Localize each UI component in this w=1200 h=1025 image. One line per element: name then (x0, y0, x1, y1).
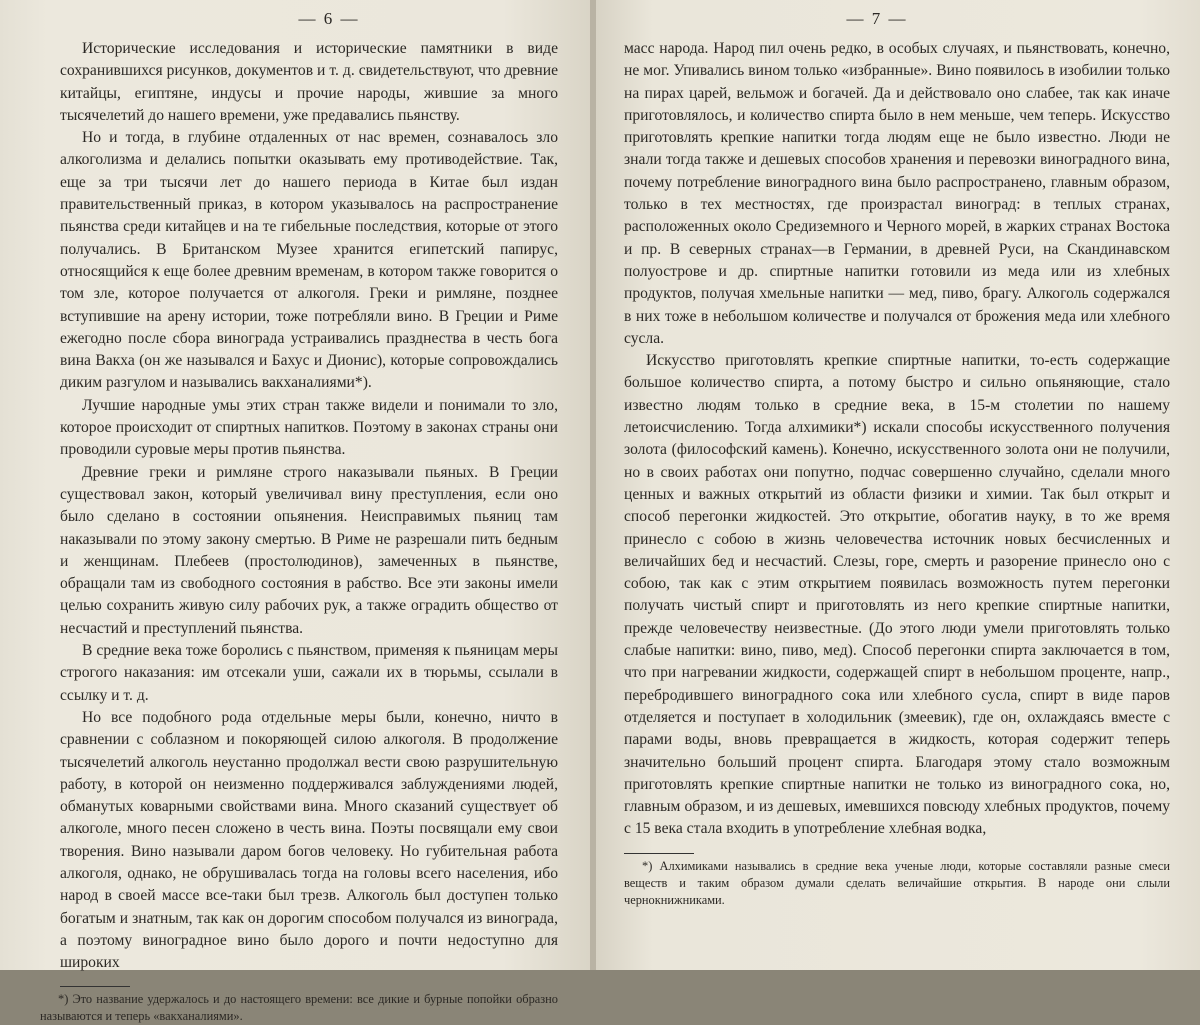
page-number: — 7 — (846, 9, 908, 28)
paragraph: Лучшие народные умы этих стран также видели и понимали то зло, которое происходит от спиртных напитков. Поэтому в законах страны они проводили суровые меры против пьянства. (60, 396, 558, 459)
footnote: *) Алхимиками назывались в средние века ученые люди, которые составляли разные смеси веществ и таким образом думали сделать величайшие открытия. В народе они слыли чернокнижниками. (624, 858, 1170, 907)
right-page (592, 0, 1200, 970)
footnote: *) Это название удержалось и до настоящего времени: все дикие и бурные попойки образно называются и теперь «вакханалиями». (40, 992, 558, 1024)
paragraph: Но все подобного рода отдельные меры были, конечно, ничто в сравнении с соблазном и покоряющей силою алкоголя. В продолжение тысячелетий алкоголь неустанно продолжал вести свою разрушительную работу, в которой он неизменно поддерживался заблуждениями людей, обманутых коварными свойствами вина. Много сказаний существует об алкоголе, много песен сложено в честь вина. Поэты посвящали ему свои творения. Вино называли даром богов человеку. Но губительная работа алкоголя, однако, не обрушивалась тогда на головы всего населения, ибо народ в своей массе все-таки был трезв. Алкоголь был доступен только богатым и знатным, так как он дорогим способом получался из винограда, а поэтому виноградное вино было дорого и почти недоступно для широких (60, 708, 558, 972)
paragraph: В средние века тоже боролись с пьянством, применяя к пьяницам меры строгого наказания: им отсекали уши, сажали их в тюрьмы, ссылали в ссылку и т. д. (60, 642, 558, 704)
right-page-text (624, 38, 1170, 841)
paragraph: Исторические исследования и исторические памятники в виде сохранившихся рисунков, документов и т. д. свидетельствуют, что древние китайцы, египтяне, индусы и прочие народы, жившие за много тысячелетий до нашего времени, уже предавались пьянству. (60, 40, 558, 124)
paragraph: Древние греки и римляне строго наказывали пьяных. В Греции существовал закон, который увеличивал вину преступления, если оно было сделано в состоянии опьянения. Неисправимых пьяниц там наказывали по этому закону смертью. В Риме не разрешали пить бедным и женщинам. Плебеев (простолюдинов), замеченных в пьянстве, обращали там из свободного состояния в рабство. Все эти законы имели целью сохранить живую силу рабочих рук, а также оградить общество от несчастий и преступлений пьянства. (60, 463, 558, 637)
footnote-divider (624, 853, 694, 854)
paragraph: масс народа. Народ пил очень редко, в особых случаях, и пьянствовать, конечно, не мог. Упивались вином только «избранные». Вино появилось в изобилии только на пирах царей, вельмож и богачей. Да и действовало оно слабее, так как иначе приготовлялось, и количество спирта было в нем меньше, чем теперь. Искусство приготовлять крепкие напитки тогда людям еще не было известно. Люди не знали тогда также и дешевых способов хранения и перевозки виноградного вина, почему потребление виноградного вина было распространено, главным образом, только в тех местностях, где произрастал виноград: в теплых странах, расположенных около Средиземного и Черного морей, в жарких странах Востока и пр. В северных странах—в Германии, в древней Руси, на Скандинавском полуострове и др. спиртные напитки готовили из меда или из хлебных продуктов, получая хмельные напитки — мед, пиво, брагу. Алкоголь содержался в них тоже в небольшом количестве и получался от брожения меда или хлебного сусла. (624, 40, 1170, 347)
left-page-text (60, 38, 558, 974)
book-gutter (590, 0, 596, 970)
footnote-divider (60, 986, 130, 987)
paragraph: Искусство приготовлять крепкие спиртные напитки, то-есть содержащие большое количество спирта, а потому быстро и сильно опьяняющие, стало известно людям только в средние века, в 15-м столетии по нашему летоисчислению. Тогда алхимики*) искали способы искусственного получения золота (философский камень). Конечно, искусственного золота они не получили, но в своих работах они попутно, подчас совершенно случайно, сделали много ценных и важных открытий из области физики и химии. Так был открыт и способ перегонки жидкостей. Это открытие, обогатив науку, в то же время принесло с собою в жизнь человечества источник новых бесчисленных и величайших бед и несчастий. Слезы, горе, смерть и разорение принесло оно с собою, так как с этим открытием появилась возможность путем перегонки получать чистый спирт и приготовлять из него крепкие спиртные напитки, прежде человечеству неизвестные. (До этого люди умели приготовлять только слабые напитки: вино, пиво, мед). Способ перегонки спирта заключается в том, что при нагревании жидкости, содержащей спирт в небольшом проценте, напр., перебродившего виноградного сока или хлебного сусла, спирт в виде паров отделяется и поступает в холодильник (змеевик), где он, охлаждаясь вместе с парами воды, вновь превращается в жидкость, которая содержит теперь значительно больший процент спирта. Благодаря этому стало возможным приготовлять крепкие спиртные напитки не только из виноградного сока, но, главным образом, и из дешевых, имевшихся повсюду хлебных продуктов, почему с 15 века стала входить в употребление хлебная водка, (624, 352, 1170, 838)
page-number: — 6 — (298, 9, 360, 28)
left-page (0, 0, 592, 1024)
paragraph: Но и тогда, в глубине отдаленных от нас времен, сознавалось зло алкоголизма и делались попытки оказывать ему противодействие. Так, еще за три тысячи лет до нашего периода в Китае был издан правительственный приказ, в котором указывалось на распространение пьянства среди китайцев и на те гибельные последствия, которые от этого получались. В Британском Музее хранится египетский папирус, относящийся к еще более древним временам, в котором также говорится о том зле, которое получается от алкоголя. Греки и римляне, позднее вступившие на арену истории, тоже потребляли вино. В Греции и Риме ежегодно после сбора винограда устраивались празднества в честь бога вина Вакха (он же назывался и Бахус и Дионис), которые сопровождались диким разгулом и назывались вакханалиями*). (60, 129, 558, 392)
